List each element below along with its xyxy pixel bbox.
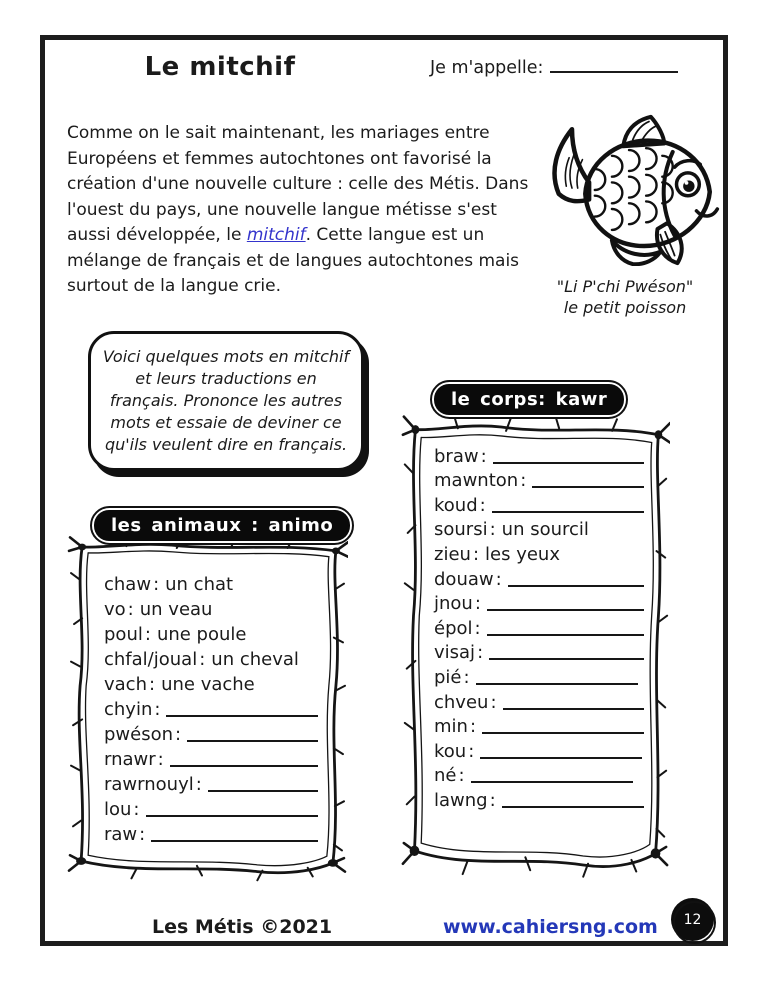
answer-blank-line [489, 658, 644, 660]
footer-website-link[interactable]: www.cahiersng.com [443, 916, 658, 938]
translation-text: un veau [139, 599, 213, 620]
vocab-row [104, 670, 322, 695]
colon: : [489, 519, 496, 541]
translation-text: un chat [165, 574, 234, 595]
mitchif-word: épol [434, 617, 473, 639]
answer-blank-line [487, 609, 644, 611]
animals-vocab-box [66, 506, 348, 890]
colon: : [469, 716, 477, 738]
colon: : [157, 749, 164, 770]
body-vocab-list [434, 442, 648, 811]
vocab-row [104, 770, 322, 795]
mitchif-word: zieu [434, 543, 471, 565]
vocab-row [104, 745, 322, 770]
colon: : [154, 699, 161, 720]
mitchif-word: vach [104, 674, 147, 695]
answer-blank-line [187, 740, 318, 742]
colon: : [489, 789, 496, 811]
fish-caption-french: le petit poisson [563, 298, 687, 317]
mitchif-word: chfal/joual [104, 649, 198, 670]
colon: : [474, 617, 481, 639]
mitchif-word: mawnton [434, 470, 519, 492]
mitchif-word: kou [434, 740, 467, 762]
answer-blank-line [487, 634, 644, 636]
mitchif-word: chveu [434, 691, 489, 713]
body-header-label: le corps: kawr [434, 384, 624, 415]
colon: : [490, 691, 497, 713]
mitchif-word: pié [434, 666, 462, 688]
vocab-row [434, 688, 648, 713]
mitchif-word: min [434, 716, 468, 738]
colon: : [127, 599, 134, 620]
vocab-row [434, 565, 648, 590]
vocab-row [104, 795, 322, 820]
vocab-row [434, 614, 648, 639]
translation-text: un cheval [211, 649, 299, 670]
answer-blank-line [503, 708, 644, 710]
page-number-badge [671, 898, 714, 941]
vocab-row [434, 590, 648, 615]
mitchif-word: douaw [434, 568, 494, 590]
instructions-text: Voici quelques mots en mitchif et leurs traductions en français. Prononce les autres mots et essaie de deviner ce qu'ils veulent dire en français. [102, 347, 350, 454]
fish-caption-mitchif: "Li P'chi Pwéson" [556, 277, 694, 296]
answer-blank-line [146, 815, 319, 817]
answer-blank-line [476, 683, 638, 685]
colon: : [479, 494, 486, 516]
vocab-row [434, 491, 648, 516]
vocab-row [104, 695, 322, 720]
name-blank-line [550, 58, 678, 73]
vocab-row [434, 467, 648, 492]
animals-header-label: les animaux : animo [94, 510, 350, 541]
mitchif-word: lou [104, 799, 132, 820]
answer-blank-line [480, 757, 642, 759]
answer-blank-line [166, 715, 318, 717]
colon: : [195, 774, 202, 795]
vocab-row [434, 540, 648, 565]
vocab-row [434, 786, 648, 811]
answer-blank-line [532, 486, 644, 488]
answer-blank-line [208, 790, 318, 792]
mitchif-word: koud [434, 494, 478, 516]
colon: : [144, 624, 151, 645]
answer-blank-line [502, 806, 644, 808]
vocab-row [434, 663, 648, 688]
mitchif-word: chyin [104, 699, 153, 720]
vocab-row [434, 639, 648, 664]
body-vocab-box [400, 380, 670, 889]
vocab-row [104, 720, 322, 745]
colon: : [458, 765, 465, 787]
name-label: Je m'appelle: [430, 58, 544, 78]
mitchif-word: rawrnouyl [104, 774, 194, 795]
colon: : [199, 649, 206, 670]
mitchif-word: pwéson [104, 724, 174, 745]
answer-blank-line [482, 732, 644, 734]
mitchif-word: né [434, 765, 457, 787]
name-row [430, 58, 678, 78]
colon: : [463, 666, 470, 688]
page-title: Le mitchif [144, 52, 296, 82]
vocab-row [434, 762, 648, 787]
vocab-row [104, 620, 322, 645]
fish-icon [533, 114, 725, 266]
intro-text-before: Comme on le sait maintenant, les mariages entre Européens et femmes autochtones ont favorisé la création d'une nouvelle culture : celle des Métis. Dans l'ouest du pays, une nouvelle langue métisse s'est aussi développée, le [67, 123, 529, 245]
body-header-badge [430, 380, 628, 419]
translation-text: une vache [161, 674, 255, 695]
colon: : [468, 740, 475, 762]
vocab-row [434, 737, 648, 762]
answer-blank-line [508, 585, 644, 587]
animals-header-badge [90, 506, 354, 545]
mitchif-word: raw [104, 824, 138, 845]
mitchif-link[interactable]: mitchif [246, 225, 306, 245]
vocab-row [434, 516, 648, 541]
footer-copyright: Les Métis ©2021 [152, 916, 333, 938]
intro-paragraph [67, 121, 545, 300]
fish-caption [525, 276, 725, 318]
mitchif-word: vo [104, 599, 126, 620]
animals-vocab-list [104, 570, 322, 845]
translation-text: un sourcil [501, 519, 589, 541]
answer-blank-line [170, 765, 318, 767]
vocab-row [104, 820, 322, 845]
colon: : [149, 674, 156, 695]
answer-blank-line [471, 781, 633, 783]
colon: : [520, 470, 527, 492]
vocab-row [104, 570, 322, 595]
translation-text: une poule [156, 624, 247, 645]
mitchif-word: visaj [434, 642, 476, 664]
answer-blank-line [493, 462, 644, 464]
colon: : [472, 543, 480, 565]
vocab-row [434, 713, 648, 738]
instructions-bubble [88, 331, 364, 471]
vocab-row [434, 442, 648, 467]
mitchif-word: chaw [104, 574, 152, 595]
mitchif-word: lawng [434, 789, 488, 811]
colon: : [175, 724, 182, 745]
answer-blank-line [492, 511, 644, 513]
answer-blank-line [151, 840, 318, 842]
mitchif-word: soursi [434, 519, 488, 541]
mitchif-word: rnawr [104, 749, 156, 770]
page-number: 12 [683, 911, 702, 928]
colon: : [495, 568, 502, 590]
fish-illustration [533, 114, 725, 266]
colon: : [480, 445, 487, 467]
translation-text: les yeux [485, 543, 560, 565]
mitchif-word: jnou [434, 593, 473, 615]
colon: : [139, 824, 146, 845]
colon: : [153, 574, 160, 595]
mitchif-word: poul [104, 624, 143, 645]
vocab-row [104, 645, 322, 670]
colon: : [133, 799, 140, 820]
colon: : [474, 593, 481, 615]
intro-text-after: . Cette langue est un mélange de français et de langues autochtones mais surtout de la langue crie. [67, 225, 520, 296]
vocab-row [104, 595, 322, 620]
colon: : [477, 642, 484, 664]
mitchif-word: braw [434, 445, 479, 467]
